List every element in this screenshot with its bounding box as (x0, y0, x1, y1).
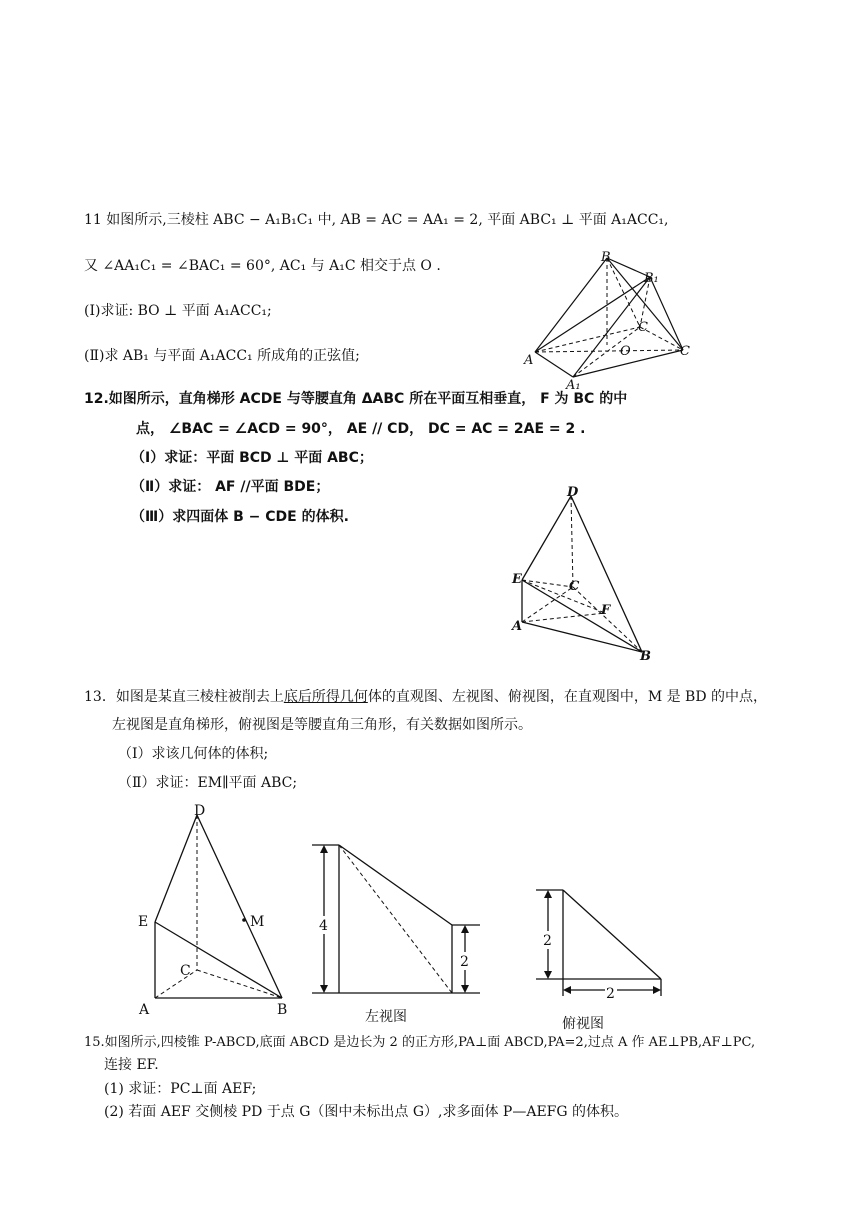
p13-line1-underlined: 底后所得几何 (283, 689, 368, 705)
p12-label-E: E (512, 572, 522, 587)
left-view-dim-4: 4 (319, 918, 328, 934)
p12-question2: （Ⅱ）求证： AF //平面 BDE； (131, 479, 330, 495)
p13-label-D: D (194, 803, 206, 819)
p13-label-B: B (277, 1002, 288, 1018)
p13-label-M: M (250, 914, 265, 930)
p11-label-O: O (620, 344, 631, 359)
p12-question1: （Ⅰ）求证：平面 BCD ⊥ 平面 ABC； (131, 450, 373, 466)
p11-label-B: B (601, 250, 611, 265)
p12-question3: （Ⅲ）求四面体 B − CDE 的体积. (131, 509, 349, 525)
p13-label-C: C (180, 963, 191, 979)
p11-label-A1: A₁ (566, 378, 581, 393)
p12-line2: 点， ∠BAC = ∠ACD = 90°， AE // CD， DC = AC = 2AE = 2 . (136, 421, 586, 437)
left-view-caption: 左视图 (365, 1009, 407, 1025)
p15-line2: 连接 EF. (104, 1057, 159, 1073)
top-view-dim-v: 2 (543, 933, 552, 949)
p13-question2: （Ⅱ）求证：EM∥平面 ABC; (118, 775, 298, 791)
p13-question1: （Ⅰ）求该几何体的体积; (118, 746, 269, 762)
p13-line1-pre: 13．如图是某直三棱柱被削去上 (84, 689, 284, 705)
p13-label-A: A (139, 1002, 150, 1018)
p15-question2: (2) 若面 AEF 交侧棱 PD 于点 G（图中未标出点 G）,求多面体 P—AEFG 的体积。 (104, 1104, 629, 1120)
top-view-caption: 俯视图 (562, 1016, 604, 1032)
p12-label-B: B (640, 649, 651, 664)
p11-label-C: C (680, 344, 690, 359)
p11-question1: (Ⅰ)求证: BO ⊥ 平面 A₁ACC₁; (84, 303, 272, 319)
p15-question1: (1) 求证：PC⊥面 AEF; (104, 1081, 257, 1097)
p12-label-D: D (567, 485, 579, 500)
p11-question2: (Ⅱ)求 AB₁ 与平面 A₁ACC₁ 所成角的正弦值; (84, 348, 360, 364)
p13-label-E: E (138, 914, 149, 930)
p11-line2: 又 ∠AA₁C₁ = ∠BAC₁ = 60°, AC₁ 与 A₁C 相交于点 O . (84, 258, 441, 274)
p15-line1: 15.如图所示,四棱锥 P-ABCD,底面 ABCD 是边长为 2 的正方形,PA⊥面 ABCD,PA=2,过点 A 作 AE⊥PB,AF⊥PC, (84, 1035, 756, 1050)
p12-line1: 12.如图所示，直角梯形 ACDE 与等腰直角 ΔABC 所在平面互相垂直， F 为 BC 的中 (84, 391, 628, 407)
p12-label-C: C (569, 579, 580, 594)
p12-label-A: A (512, 619, 523, 634)
left-view-dim-2: 2 (460, 954, 469, 970)
p11-label-B1: B₁ (644, 271, 659, 286)
p13-line2: 左视图是直角梯形，俯视图是等腰直角三角形，有关数据如图所示。 (112, 717, 532, 733)
p11-label-C1: C (638, 320, 648, 335)
p12-label-F: F (601, 603, 611, 618)
p13-line1-post: 体的直观图、左视图、俯视图，在直观图中，M 是 BD 的中点， (367, 689, 768, 705)
p11-line1: 11 如图所示,三棱柱 ABC − A₁B₁C₁ 中, AB = AC = AA₁ = 2, 平面 ABC₁ ⊥ 平面 A₁ACC₁, (84, 212, 669, 228)
top-view-dim-h: 2 (606, 986, 615, 1002)
p11-label-A: A (524, 353, 534, 368)
